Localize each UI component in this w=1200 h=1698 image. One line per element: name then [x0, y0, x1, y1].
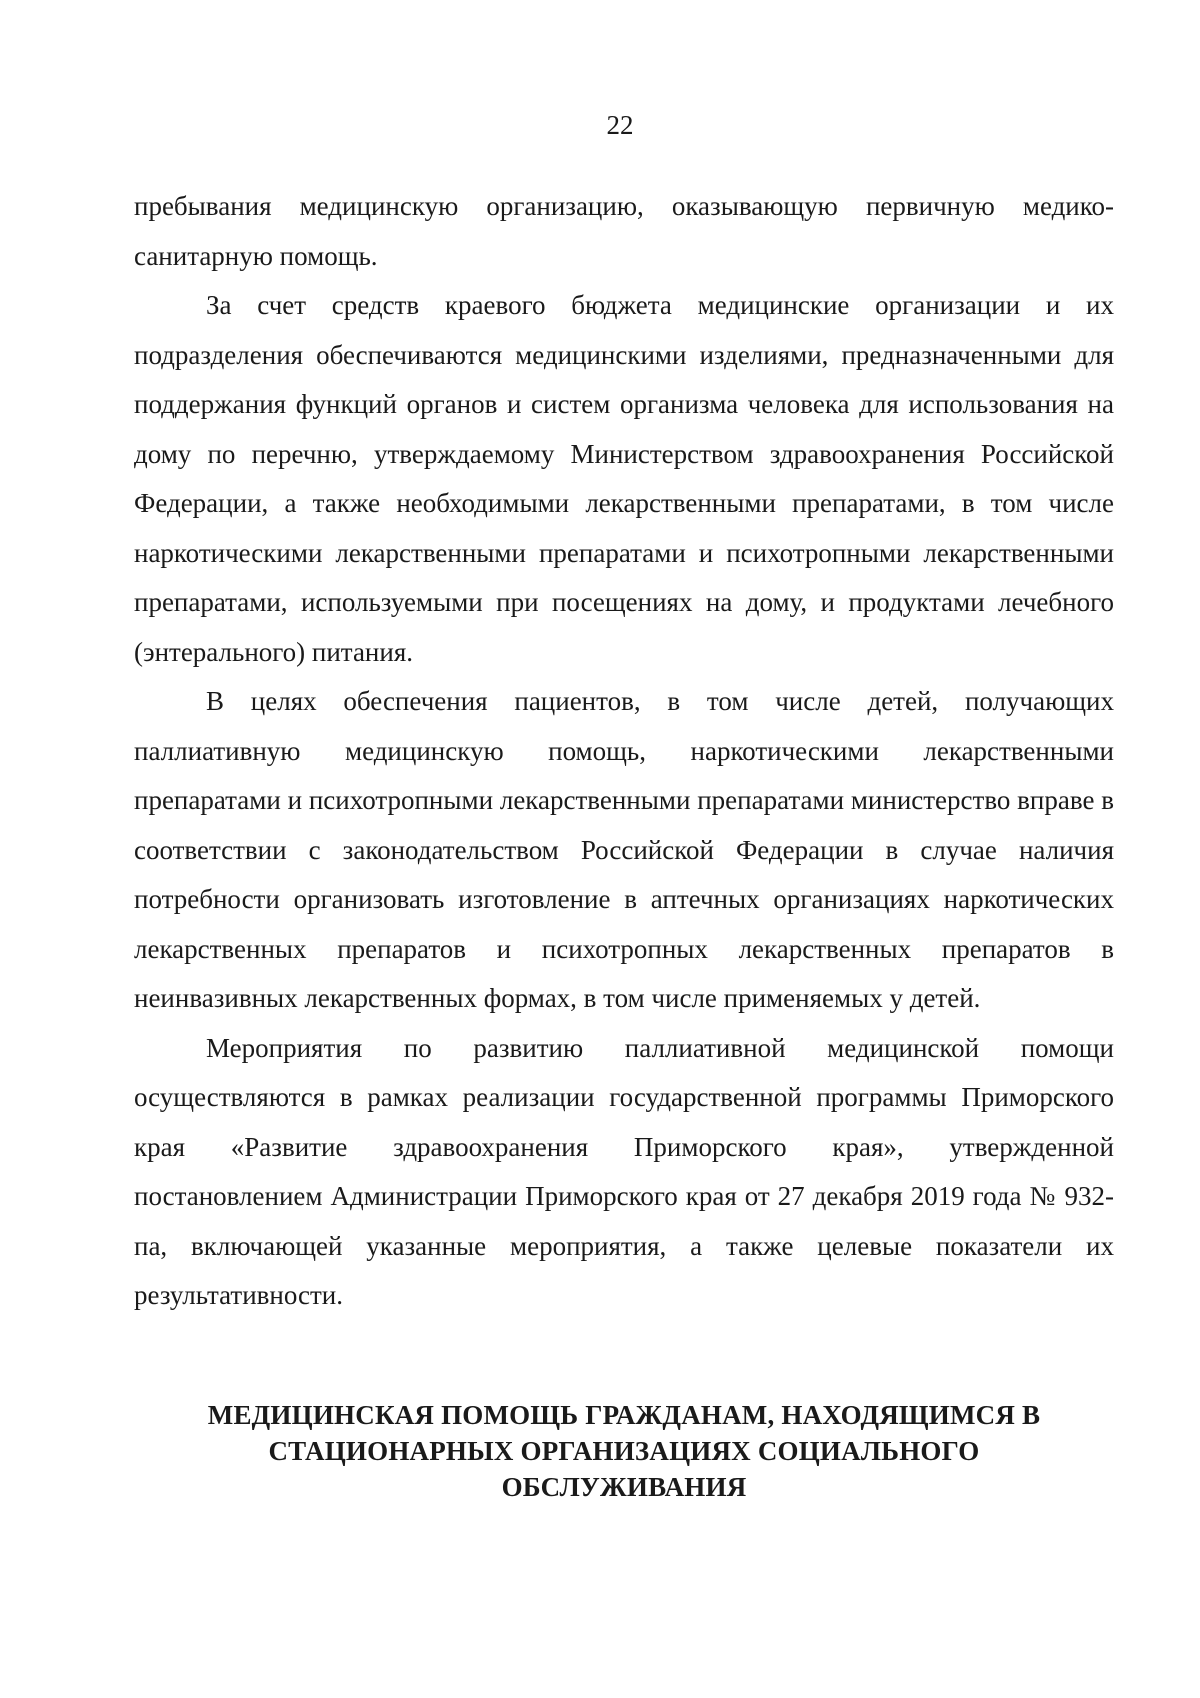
paragraph-narcotic-drugs: В целях обеспечения пациентов, в том числе детей, получающих паллиативную медицинскую помощь, наркотическими лекарственными препаратами и психотропными лекарственными препаратами министерство вправе в соответствии с законодательством Российской Федерации в случае наличия потребности организовать изготовление в аптечных организациях наркотических лекарственных препаратов и психотропных лекарственных препаратов в неинвазивных лекарственных формах, в том числе применяемых у детей. [134, 686, 1114, 1013]
paragraph-medical-devices: За счет средств краевого бюджета медицинские организации и их подразделения обеспечиваются медицинскими изделиями, предназначенными для поддержания функций органов и систем организма человека для использования на дому по перечню, утверждаемому Министерством здравоохранения Российской Федерации, а также необходимыми лекарственными препаратами, в том числе наркотическими лекарственными препаратами и психотропными лекарственными препаратами, используемыми при посещениях на дому, и продуктами лечебного (энтерального) питания. [134, 290, 1114, 667]
section-heading-line-1: МЕДИЦИНСКАЯ ПОМОЩЬ ГРАЖДАНАМ, НАХОДЯЩИМСЯ В [207, 1400, 1041, 1430]
section-heading-line-3: ОБСЛУЖИВАНИЯ [501, 1472, 747, 1502]
section-heading-line-2: СТАЦИОНАРНЫХ ОРГАНИЗАЦИЯХ СОЦИАЛЬНОГО [268, 1436, 980, 1466]
paragraph-state-program: Мероприятия по развитию паллиативной медицинской помощи осуществляются в рамках реализации государственной программы Приморского края «Развитие здравоохранения Приморского края», утвержденной постановлением Администрации Приморского края от 27 декабря 2019 года № 932-па, включающей указанные мероприятия, а также целевые показатели их результативности. [134, 1032, 1114, 1310]
section-heading [134, 1397, 1114, 1505]
page-number: 22 [606, 110, 634, 140]
paragraph-continuation: пребывания медицинскую организацию, оказывающую первичную медико-санитарную помощь. [134, 191, 1114, 271]
body-text [134, 182, 1114, 1321]
